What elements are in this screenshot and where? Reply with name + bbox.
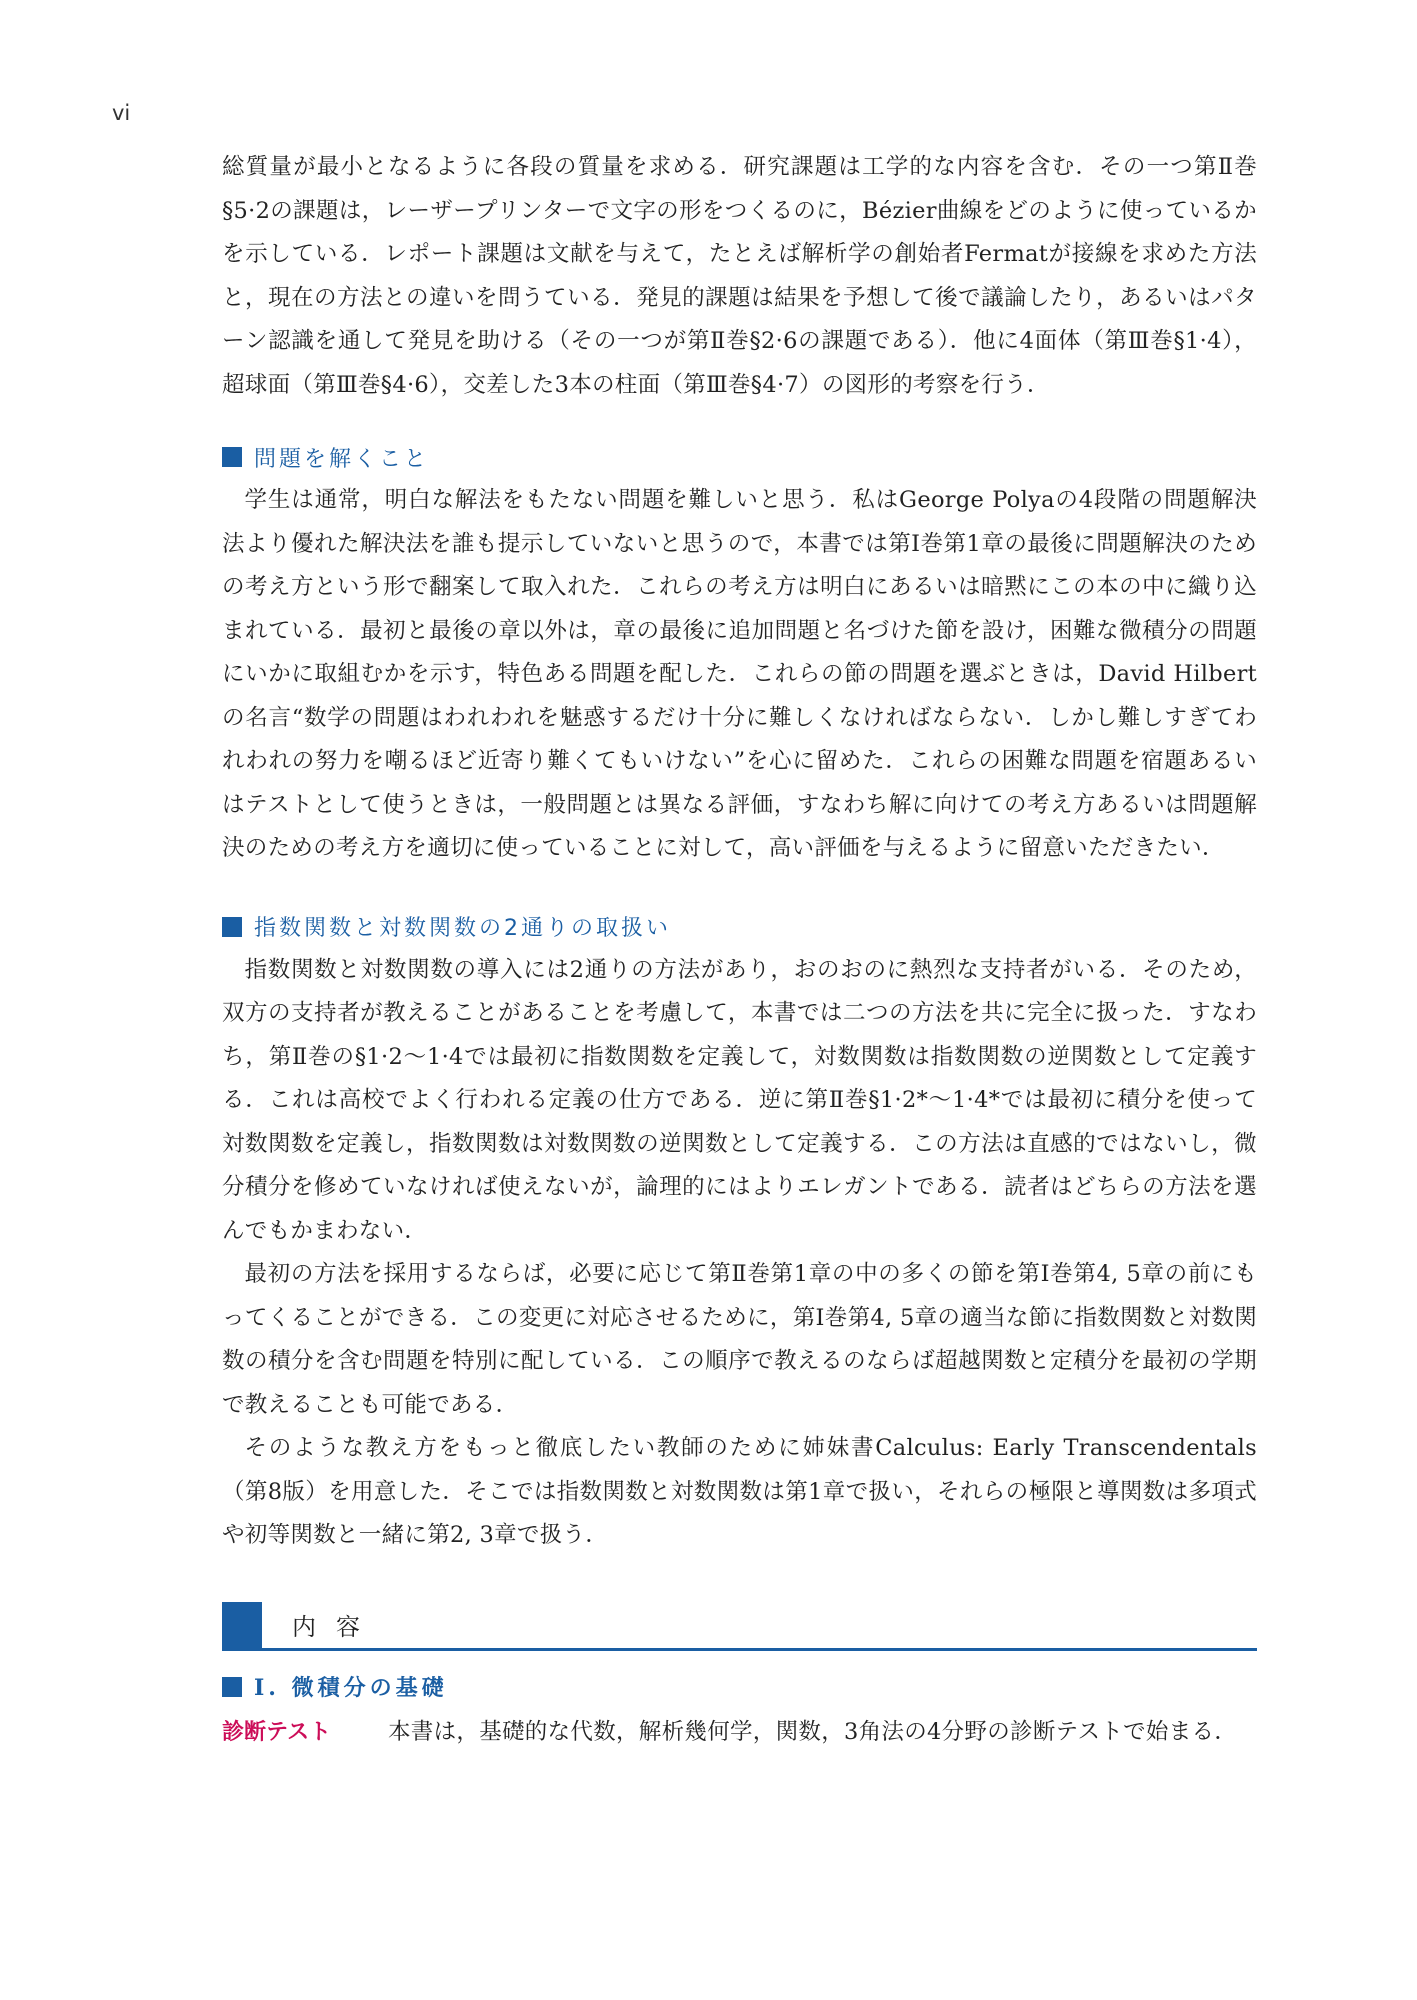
page-number: vi	[112, 101, 131, 125]
section-heading-text: 指数関数と対数関数の2通りの取扱い	[254, 916, 671, 941]
exp-log-paragraph-1: 指数関数と対数関数の導入には2通りの方法があり，おのおのに熱烈な支持者がいる．そのため，双方の支持者が教えることがあることを考慮して，本書では二つの方法を共に完全に扱った．すなわち，第Ⅱ巻の§1·2〜1·4では最初に指数関数を定義して，対数関数は指数関数の逆関数として定義する．これは高校でよく行われる定義の仕方である．逆に第Ⅱ巻§1·2*〜1·4*では最初に積分を使って対数関数を定義し，指数関数は対数関数の逆関数として定義する．この方法は直感的ではないし，微分積分を修めていなければ使えないが，論理的にはよりエレガントである．読者はどちらの方法を選んでもかまわない．	[222, 956, 1257, 1244]
problem-solving-paragraph: 学生は通常，明白な解法をもたない問題を難しいと思う．私はGeorge Polyaの4段階の問題解決法より優れた解決法を誰も提示していないと思うので，本書では第Ⅰ巻第1章の最後に問題解決のための考え方という形で翻案して取入れた．これらの考え方は明白にあるいは暗黙にこの本の中に織り込まれている．最初と最後の章以外は，章の最後に追加問題と名づけた節を設け，困難な微積分の問題にいかに取組むかを示す，特色ある問題を配した．これらの節の問題を選ぶときは，David Hilbertの名言“数学の問題はわれわれを魅惑するだけ十分に難しくなければならない．しかし難しすぎてわれわれの努力を嘲るほど近寄り難くてもいけない”を心に留めた．これらの困難な問題を宿題あるいはテストとして使うときは，一般問題とは異なる評価，すなわち解に向けての考え方あるいは問題解決のための考え方を適切に使っていることに対して，高い評価を与えるように留意いただきたい．	[222, 487, 1257, 861]
subsection-heading	[222, 1667, 1257, 1707]
exp-log-paragraph-2: 最初の方法を採用するならば，必要に応じて第Ⅱ巻第1章の中の多くの節を第Ⅰ巻第4, 5章の前にもってくることができる．この変更に対応させるために，第Ⅰ巻第4, 5章の適当な節に指数関数と対数関数の積分を含む問題を特別に配している．この順序で教えるのならば超越関数と定積分を最初の学期で教えることも可能である．	[222, 1261, 1257, 1418]
exp-log-paragraph-3: そのような教え方をもっと徹底したい教師のために姉妹書Calculus: Early Transcendentals（第8版）を用意した．そこでは指数関数と対数関数は第1章で扱い，それらの極限と導関数は多項式や初等関数と一緒に第2, 3章で扱う．	[222, 1435, 1257, 1548]
intro-paragraph: 総質量が最小となるように各段の質量を求める．研究課題は工学的な内容を含む．その一つ第Ⅱ巻§5·2の課題は，レーザープリンターで文字の形をつくるのに，Bézier曲線をどのように使っているかを示している．レポート課題は文献を与えて，たとえば解析学の創始者Fermatが接線を求めた方法と，現在の方法との違いを問うている．発見的課題は結果を予想して後で議論したり，あるいはパターン認識を通して発見を助ける（その一つが第Ⅱ巻§2·6の課題である）．他に4面体（第Ⅲ巻§1·4），超球面（第Ⅲ巻§4·6），交差した3本の柱面（第Ⅲ巻§4·7）の図形的考察を行う．	[222, 154, 1257, 398]
contents-heading-bar	[222, 1602, 1257, 1651]
diagnostic-test-label: 診断テスト	[222, 1719, 332, 1745]
contents-block-icon	[222, 1602, 262, 1648]
section-heading-exp-log	[222, 905, 1257, 949]
diagnostic-test-text: 本書は，基礎的な代数，解析幾何学，関数，3角法の4分野の診断テストで始まる．	[388, 1718, 1238, 1745]
section-heading-problem-solving	[222, 435, 1257, 479]
diagnostic-test-entry	[222, 1711, 1257, 1755]
page-content	[222, 146, 1257, 1754]
section-heading-text: 問題を解くこと	[254, 446, 430, 472]
section-square-icon	[222, 1677, 242, 1697]
section-square-icon	[222, 447, 242, 467]
subsection-heading-text: I. 微積分の基礎	[254, 1675, 448, 1701]
contents-title: 内容	[292, 1613, 380, 1641]
section-square-icon	[222, 917, 242, 937]
